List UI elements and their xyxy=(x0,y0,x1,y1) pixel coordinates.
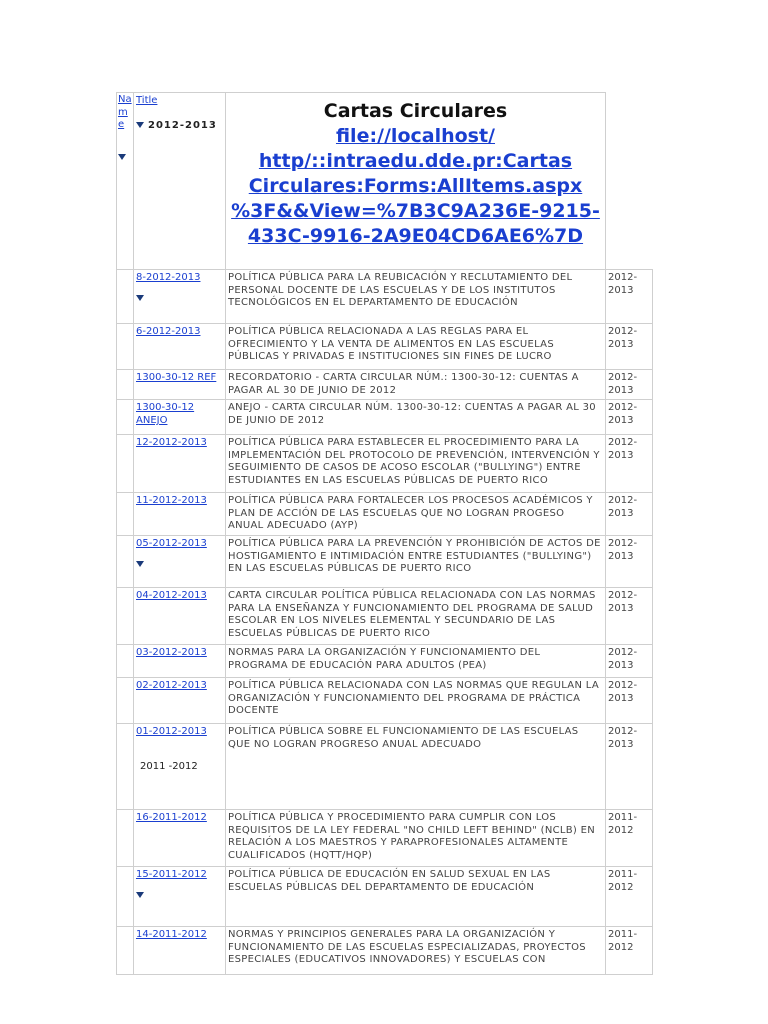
circular-description: POLÍTICA PÚBLICA Y PROCEDIMIENTO PARA CUMPLIR CON LOS REQUISITOS DE LA LEY FEDERAL "NO CHILD LEFT BEHIND" (NCLB) EN RELACIÓN A LOS MAESTROS Y PARAPROFESIONALES ALTAMENTE CUALIFICADOS (HQTT/HQP) xyxy=(228,811,595,861)
description-cell xyxy=(226,644,606,677)
row-spacer-cell xyxy=(117,370,134,400)
name-cell xyxy=(134,535,226,587)
year-cell xyxy=(606,324,653,370)
expand-arrow-icon[interactable] xyxy=(136,892,144,898)
name-cell xyxy=(134,926,226,974)
circular-link[interactable]: 1300-30-12 REF xyxy=(136,372,217,383)
year-cell xyxy=(606,644,653,677)
name-cell xyxy=(134,400,226,435)
row-spacer-cell xyxy=(117,270,134,324)
description-cell xyxy=(226,677,606,723)
description-cell xyxy=(226,926,606,974)
group-expand-icon[interactable] xyxy=(136,122,144,128)
title-block xyxy=(226,93,606,270)
header-spacer xyxy=(606,93,653,270)
circular-link[interactable]: 6-2012-2013 xyxy=(136,326,201,337)
table-row xyxy=(117,723,653,809)
school-year: 2011-2012 xyxy=(608,928,638,953)
circular-link[interactable]: 12-2012-2013 xyxy=(136,437,207,449)
row-spacer-cell xyxy=(117,866,134,926)
expand-arrow-icon[interactable] xyxy=(136,295,144,301)
description-cell xyxy=(226,587,606,644)
description-cell xyxy=(226,370,606,400)
table-row xyxy=(117,809,653,866)
name-sort-arrow-icon[interactable] xyxy=(118,154,126,160)
circular-link[interactable]: 03-2012-2013 xyxy=(136,646,207,658)
row-spacer-cell xyxy=(117,435,134,493)
year-cell xyxy=(606,370,653,400)
row-spacer-cell xyxy=(117,644,134,677)
circular-description: POLÍTICA PÚBLICA SOBRE EL FUNCIONAMIENTO DE LAS ESCUELAS QUE NO LOGRAN PROGRESO ANUAL ADECUADO xyxy=(228,725,579,750)
school-year: 2012-2013 xyxy=(608,725,638,750)
name-cell xyxy=(134,809,226,866)
circular-link[interactable]: 01-2012-2013 xyxy=(136,725,207,737)
name-column-header[interactable] xyxy=(117,93,134,270)
school-year: 2012-2013 xyxy=(608,646,638,671)
row-spacer-cell xyxy=(117,926,134,974)
table-row xyxy=(117,324,653,370)
title-column-header[interactable] xyxy=(134,93,226,270)
row-spacer-cell xyxy=(117,723,134,809)
school-year: 2012-2013 xyxy=(608,679,638,704)
year-cell xyxy=(606,493,653,536)
name-cell xyxy=(134,435,226,493)
circular-link[interactable]: 02-2012-2013 xyxy=(136,679,207,691)
year-cell xyxy=(606,270,653,324)
circular-link[interactable]: 8-2012-2013 xyxy=(136,272,201,283)
row-spacer-cell xyxy=(117,535,134,587)
source-link[interactable]: file://localhost/ http/::intraedu.dde.pr:Cartas Circulares:Forms:AllItems.aspx %3F&&View=%7B3C9A236E-9215-433C-9916-2A9E04CD6AE6%7D xyxy=(231,125,600,247)
school-year: 2012-2013 xyxy=(608,402,638,426)
description-cell xyxy=(226,809,606,866)
name-cell xyxy=(134,270,226,324)
school-year: 2012-2013 xyxy=(608,272,638,296)
year-cell xyxy=(606,587,653,644)
description-cell xyxy=(226,535,606,587)
expand-arrow-icon[interactable] xyxy=(136,561,144,567)
name-cell xyxy=(134,587,226,644)
table-row xyxy=(117,435,653,493)
row-spacer-cell xyxy=(117,587,134,644)
name-cell xyxy=(134,677,226,723)
circulars-table xyxy=(116,92,653,975)
circular-description: NORMAS Y PRINCIPIOS GENERALES PARA LA ORGANIZACIÓN Y FUNCIONAMIENTO DE LAS ESCUELAS ESPECIALIZADAS, PROYECTOS ESPECIALES (EDUCATIVOS INNOVADORES) Y ESCUELAS CON xyxy=(228,928,586,966)
year-cell xyxy=(606,435,653,493)
year-cell xyxy=(606,400,653,435)
description-cell xyxy=(226,493,606,536)
circular-description: POLÍTICA PÚBLICA PARA LA PREVENCIÓN Y PROHIBICIÓN DE ACTOS DE HOSTIGAMIENTO E INTIMIDACIÓN ENTRE ESTUDIANTES ("BULLYING") EN LAS ESCUELAS PÚBLICAS DE PUERTO RICO xyxy=(228,537,601,575)
description-cell xyxy=(226,400,606,435)
school-year: 2012-2013 xyxy=(608,437,638,461)
school-year: 2012-2013 xyxy=(608,589,638,614)
name-cell xyxy=(134,370,226,400)
description-cell xyxy=(226,270,606,324)
circular-description: POLÍTICA PÚBLICA DE EDUCACIÓN EN SALUD SEXUAL EN LAS ESCUELAS PÚBLICAS DEL DEPARTAMENTO DE EDUCACIÓN xyxy=(228,868,551,893)
description-cell xyxy=(226,435,606,493)
table-row xyxy=(117,400,653,435)
school-year: 2011-2012 xyxy=(608,811,638,836)
table-row xyxy=(117,866,653,926)
year-cell xyxy=(606,926,653,974)
row-spacer-cell xyxy=(117,324,134,370)
description-cell xyxy=(226,723,606,809)
circular-description: ANEJO - CARTA CIRCULAR NÚM. 1300-30-12: CUENTAS A PAGAR AL 30 DE JUNIO DE 2012 xyxy=(228,402,596,426)
table-row xyxy=(117,493,653,536)
circular-link[interactable]: 16-2011-2012 xyxy=(136,811,207,823)
year-cell xyxy=(606,809,653,866)
school-year: 2012-2013 xyxy=(608,495,638,519)
table-row xyxy=(117,926,653,974)
row-spacer-cell xyxy=(117,400,134,435)
name-cell xyxy=(134,493,226,536)
table-row xyxy=(117,587,653,644)
page-title: Cartas Circulares xyxy=(323,100,508,122)
year-cell xyxy=(606,723,653,809)
circular-link[interactable]: 05-2012-2013 xyxy=(136,537,207,549)
year-cell xyxy=(606,535,653,587)
circular-description: POLÍTICA PÚBLICA PARA LA REUBICACIÓN Y RECLUTAMIENTO DEL PERSONAL DOCENTE DE LAS ESCUELAS Y DE LOS INSTITUTOS TECNOLÓGICOS EN EL DEPARTAMENTO DE EDUCACIÓN xyxy=(228,272,573,309)
title-sort-link[interactable]: Title xyxy=(136,95,158,106)
table-row xyxy=(117,270,653,324)
school-year: 2012-2013 xyxy=(608,372,638,396)
year-cell xyxy=(606,677,653,723)
circular-description: CARTA CIRCULAR POLÍTICA PÚBLICA RELACIONADA CON LAS NORMAS PARA LA ENSEÑANZA Y FUNCIONAMIENTO DEL PROGRAMA DE SALUD ESCOLAR EN LOS NIVELES ELEMENTAL Y SECUNDARIO DE LAS ESCUELAS PÚBLICAS DE PUERTO RICO xyxy=(228,589,596,639)
school-year: 2012-2013 xyxy=(608,537,638,562)
circular-link[interactable]: 1300-30-12 ANEJO xyxy=(136,402,195,426)
name-cell xyxy=(134,324,226,370)
circular-description: POLÍTICA PÚBLICA RELACIONADA CON LAS NORMAS QUE REGULAN LA ORGANIZACIÓN Y FUNCIONAMIENTO DEL PROGRAMA DE PRÁCTICA DOCENTE xyxy=(228,679,599,717)
name-sort-link[interactable]: Name xyxy=(118,94,132,131)
row-spacer-cell xyxy=(117,493,134,536)
circular-description: POLÍTICA PÚBLICA PARA ESTABLECER EL PROCEDIMIENTO PARA LA IMPLEMENTACIÓN DEL PROTOCOLO DE PREVENCIÓN, INTERVENCIÓN Y SEGUIMIENTO DE CASOS DE ACOSO ESCOLAR ("BULLYING") ENTRE ESTUDIANTES EN LAS ESCUELAS PÚBLICAS DE PUERTO RICO xyxy=(228,437,600,486)
name-cell xyxy=(134,866,226,926)
group-label: 2012-2013 xyxy=(148,119,217,131)
table-row xyxy=(117,370,653,400)
circular-link[interactable]: 11-2012-2013 xyxy=(136,495,207,507)
name-cell xyxy=(134,644,226,677)
school-year: 2012-2013 xyxy=(608,326,638,350)
school-year: 2011-2012 xyxy=(608,868,638,893)
table-row xyxy=(117,644,653,677)
circular-link[interactable]: 14-2011-2012 xyxy=(136,928,207,940)
circular-link[interactable]: 04-2012-2013 xyxy=(136,589,207,601)
table-row xyxy=(117,677,653,723)
circular-description: NORMAS PARA LA ORGANIZACIÓN Y FUNCIONAMIENTO DEL PROGRAMA DE EDUCACIÓN PARA ADULTOS (PEA) xyxy=(228,646,541,671)
year-cell xyxy=(606,866,653,926)
subgroup-label: 2011 -2012 xyxy=(140,760,198,772)
name-cell xyxy=(134,723,226,809)
header-row xyxy=(117,93,653,270)
description-cell xyxy=(226,324,606,370)
circular-description: POLÍTICA PÚBLICA PARA FORTALECER LOS PROCESOS ACADÉMICOS Y PLAN DE ACCIÓN DE LAS ESCUELAS QUE NO LOGRAN PROGESO ANUAL ADECUADO (AYP) xyxy=(228,495,593,532)
circular-link[interactable]: 15-2011-2012 xyxy=(136,868,207,880)
circular-description: POLÍTICA PÚBLICA RELACIONADA A LAS REGLAS PARA EL OFRECIMIENTO Y LA VENTA DE ALIMENTOS EN LAS ESCUELAS PÚBLICAS Y PRIVADAS E INSTITUCIONES SIN FINES DE LUCRO xyxy=(228,326,554,363)
table-row xyxy=(117,535,653,587)
row-spacer-cell xyxy=(117,809,134,866)
row-spacer-cell xyxy=(117,677,134,723)
description-cell xyxy=(226,866,606,926)
circular-description: RECORDATORIO - CARTA CIRCULAR NÚM.: 1300-30-12: CUENTAS A PAGAR AL 30 DE JUNIO DE 2012 xyxy=(228,372,579,396)
